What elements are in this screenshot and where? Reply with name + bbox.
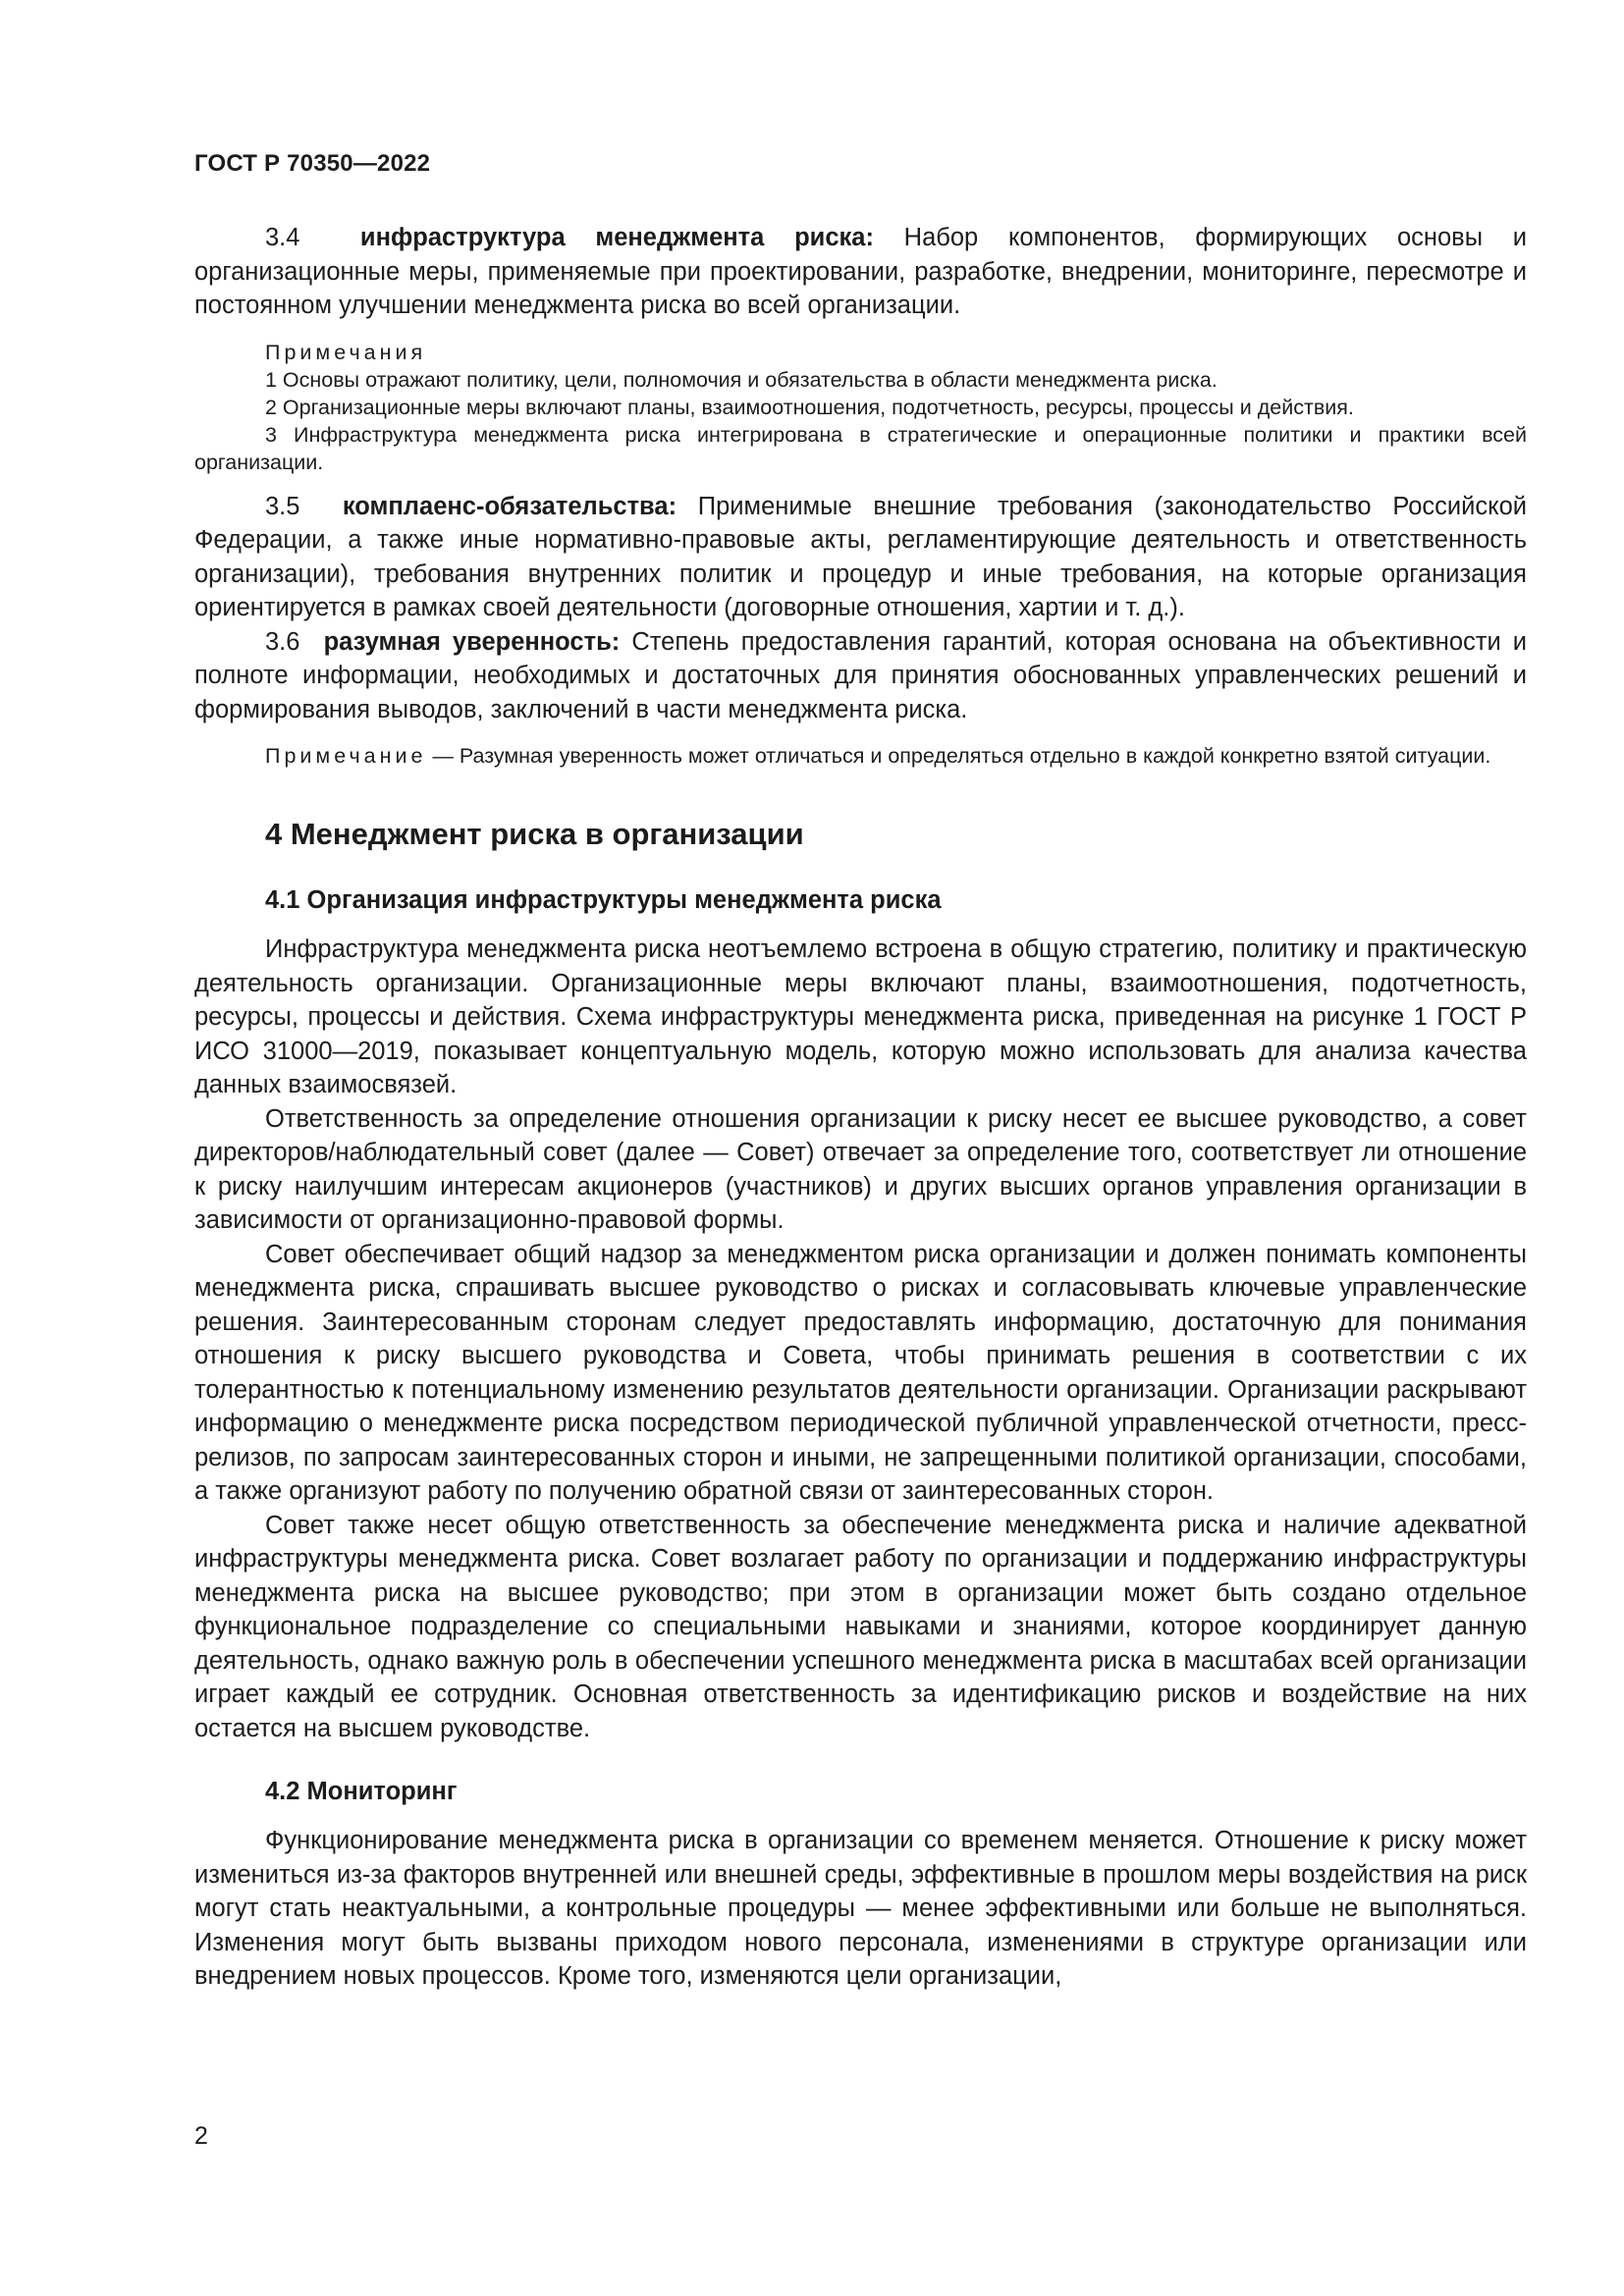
paragraph: Ответственность за определение отношения организации к риску несет ее высшее руководство, а совет директоров/наблюдательный совет (далее — Совет) отвечает за определение того, соответствует ли отношение к риску наилучшим интересам акционеров (участников) и других высших органов управления организации в зависимости от организационно-правовой формы. xyxy=(194,1104,1527,1234)
note-3-6 xyxy=(194,742,1527,770)
document-code-header: ГОСТ Р 70350—2022 xyxy=(194,150,431,177)
defined-term: комплаенс-обязательства: xyxy=(342,492,677,520)
paragraph: Инфраструктура менеджмента риска неотъемлемо встроена в общую стратегию, политику и практическую деятельность организации. Организационные меры включают планы, взаимоотношения, подотчетность, ресурсы, процессы и действия. Схема инфраструктуры менеджмента риска, приведенная на рисунке 1 ГОСТ Р ИСО 31000—2019, показывает концептуальную модель, которую можно использовать для анализа качества данных взаимосвязей. xyxy=(194,935,1527,1098)
definition-3-6 xyxy=(194,625,1527,727)
defined-term: инфраструктура менеджмента риска: xyxy=(359,224,874,251)
paragraph: Совет обеспечивает общий надзор за менеджментом риска организации и должен понимать компоненты менеджмента риска, спрашивать высшее руководство о рисках и согласовывать ключевые управленческие решения. Заинтересованным сторонам следует предоставлять информацию, достаточную для понимания отношения к риску высшего руководства и Совета, чтобы принимать решения в соответствии с их толерантностью к потенциальному изменению результатов деятельности организации. Организации раскрывают информацию о менеджменте риска посредством периодической публичной управленческой отчетности, пресс-релизов, по запросам заинтересованных сторон и иными, не запрещенными политикой организации, способами, а также организуют работу по получению обратной связи от заинтересованных сторон. xyxy=(194,1240,1527,1505)
definition-text: Степень предоставления гарантий, которая основана на объективности и полноте информации, необходимых и достаточных для принятия обоснованных управленческих решений и формирования выводов, заключений в части менеджмента риска. xyxy=(194,627,1527,723)
defined-term: разумная уверенность: xyxy=(323,627,621,656)
definition-text: Набор компонентов, формирующих основы и организационные меры, применяемые при проектировании, разработке, внедрении, мониторинге, пересмотре и постоянном улучшении менеджмента риска во всей организации. xyxy=(194,224,1527,319)
note-2: 2 Организационные меры включают планы, взаимоотношения, подотчетность, ресурсы, процессы и действия. xyxy=(265,395,1354,419)
clause-number: 3.4 xyxy=(265,224,300,251)
section-4-heading: 4 Менеджмент риска в организации xyxy=(265,817,804,851)
paragraph: Совет также несет общую ответственность за обеспечение менеджмента риска и наличие адекватной инфраструктуры менеджмента риска. Совет возлагает работу по организации и поддержанию инфраструктуры менеджмента риска на высшее руководство; при этом в организации может быть создано отдельное функциональное подразделение со специальными навыками и знаниями, которое координирует данную деятельность, однако важную роль в обеспечении успешного менеджмента риска в масштабах всей организации играет каждый ее сотрудник. Основная ответственность за идентификацию рисков и воздействие на них остается на высшем руководстве. xyxy=(194,1511,1527,1742)
section-4-1-heading: 4.1 Организация инфраструктуры менеджмента риска xyxy=(265,886,942,914)
paragraph: Функционирование менеджмента риска в организации со временем меняется. Отношение к риску может измениться из-за факторов внутренней или внешней среды, эффективные в прошлом меры воздействия на риск могут стать неактуальными, а контрольные процедуры — менее эффективными или больше не выполняться. Изменения могут быть вызваны приходом нового персонала, изменениями в структуре организации или внедрением новых процессов. Кроме того, изменяются цели организации, xyxy=(194,1827,1527,1990)
page-number: 2 xyxy=(194,2122,208,2150)
note-3: 3 Инфраструктура менеджмента риска интегрирована в стратегические и операционные политики и практики всей организации. xyxy=(194,422,1527,474)
note-text: — Разумная уверенность может отличаться и определяться отдельно в каждой конкретно взятой ситуации. xyxy=(426,744,1491,768)
definition-3-5 xyxy=(194,490,1527,625)
notes-heading: Примечания xyxy=(265,340,427,364)
clause-number: 3.6 xyxy=(265,627,300,656)
definition-text: Применимые внешние требования (законодательство Российской Федерации, а также иные нормативно-правовые акты, регламентирующие деятельность и ответственность организации), требования внутренних политик и процедур и иные требования, на которые организация ориентируется в рамках своей деятельности (договорные отношения, хартии и т. д.). xyxy=(194,492,1527,621)
clause-number: 3.5 xyxy=(265,492,300,520)
section-4-2-heading: 4.2 Мониторинг xyxy=(265,1778,458,1805)
note-label: Примечание xyxy=(265,744,427,768)
note-1: 1 Основы отражают политику, цели, полномочия и обязательства в области менеджмента риска. xyxy=(265,367,1218,392)
document-body xyxy=(194,221,1527,1994)
definition-3-4 xyxy=(194,221,1527,323)
